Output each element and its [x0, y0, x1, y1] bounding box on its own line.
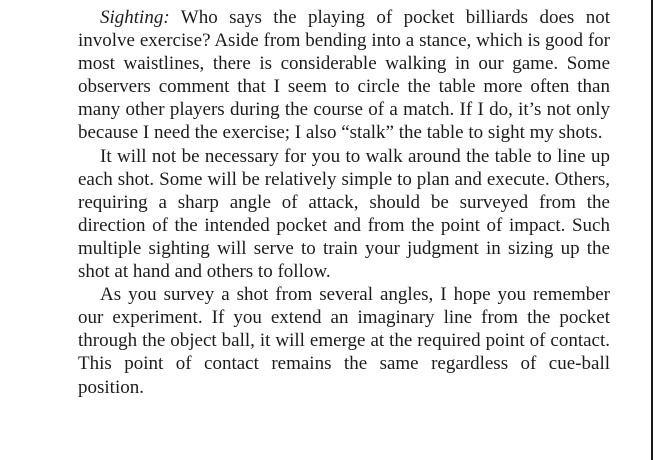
paragraph-line-up	[78, 145, 610, 284]
paragraph-sighting	[78, 6, 610, 145]
paragraph-text: As you survey a shot from several angles, I hope you remember our experiment. If you extend an imaginary line from the pocket through the object ball, it will emerge at the required point of contact. This point of contact remains the same regardless of cue-ball position.	[78, 284, 610, 398]
page-edge-rule	[651, 0, 653, 460]
paragraph-text: Who says the playing of pocket billiards does not involve exercise? Aside from bending into a stance, which is good for most waistlines, there is considerable walking in our game. Some observers comment that I seem to circle the table more often than many other players during the course of a match. If I do, it’s not only because I need the exercise; I also “stalk” the table to sight my shots.	[78, 7, 610, 144]
paragraph-survey	[78, 283, 610, 398]
paragraph-lead-italic: Sighting:	[100, 7, 170, 28]
paragraph-text: It will not be necessary for you to walk around the table to line up each shot. Some will be relatively simple to plan and execute. Others, requiring a sharp angle of attack, should be surveyed from the direction of the intended pocket and from the point of impact. Such multiple sighting will serve to train your judgment in sizing up the shot at hand and others to follow.	[78, 145, 610, 283]
body-text	[78, 6, 610, 399]
